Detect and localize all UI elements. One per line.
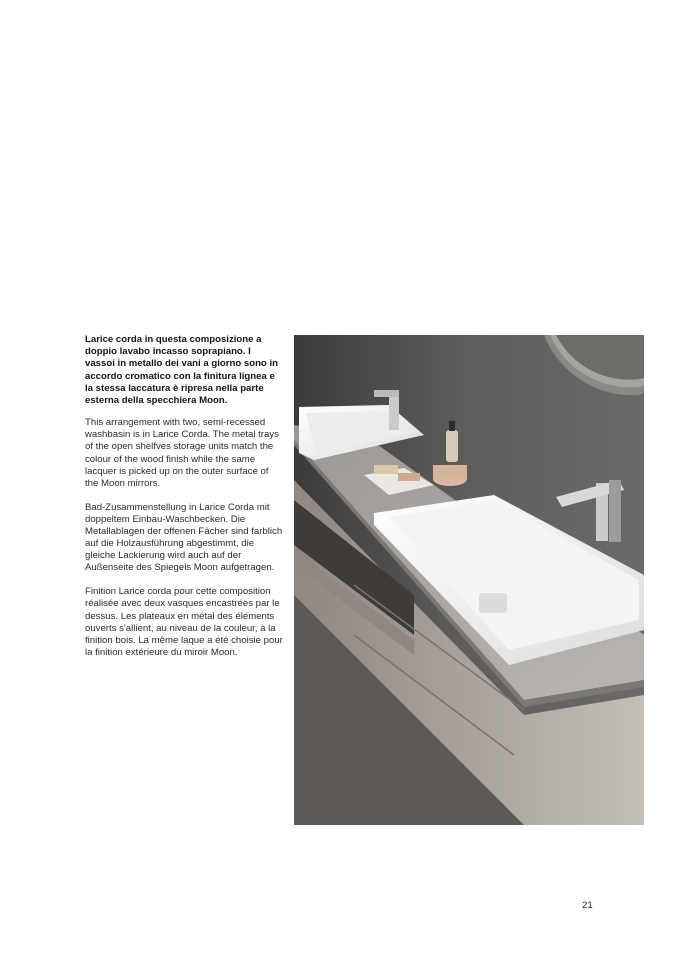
drain-cover — [479, 593, 507, 613]
bathroom-vanity-photo — [294, 335, 644, 825]
description-column — [85, 334, 283, 671]
page-number: 21 — [582, 900, 593, 911]
soap-bottle — [446, 430, 458, 462]
french-description: Finition Larice corda pour cette composition réalisée avec deux vasques encastrées par le dessus. Les plateaux en métal des éléments ouverts s'allient, au niveau de la couleur, à la finition bois. La même laque a été choisie pour la finition extérieure du miroir Moon. — [85, 586, 283, 658]
italian-description: Larice corda in questa composizione a doppio lavabo incasso soprapiano. I vassoi in metallo dei vani a giorno sono in accordo cromatico con la finitura lignea e la stessa laccatura è ripresa nella parte esterna della specchiera Moon. — [85, 334, 278, 407]
german-description: Bad-Zusammenstellung in Larice Corda mit doppeltem Einbau-Waschbecken. Die Metallablagen der offenen Fächer sind farblich auf die Holzausführung abgestimmt, die gleiche Lackierung wird auch auf der Außenseite des Spiegels Moon aufgetragen. — [85, 501, 283, 574]
vanity-illustration — [294, 335, 644, 825]
english-description: This arrangement with two, semi-recessed washbasin is in Larice Corda. The metal trays of the open shelfves storage units match the colour of the wood finish while the same lacquer is picked up on the outer surface of the Moon mirrors. — [85, 417, 279, 489]
